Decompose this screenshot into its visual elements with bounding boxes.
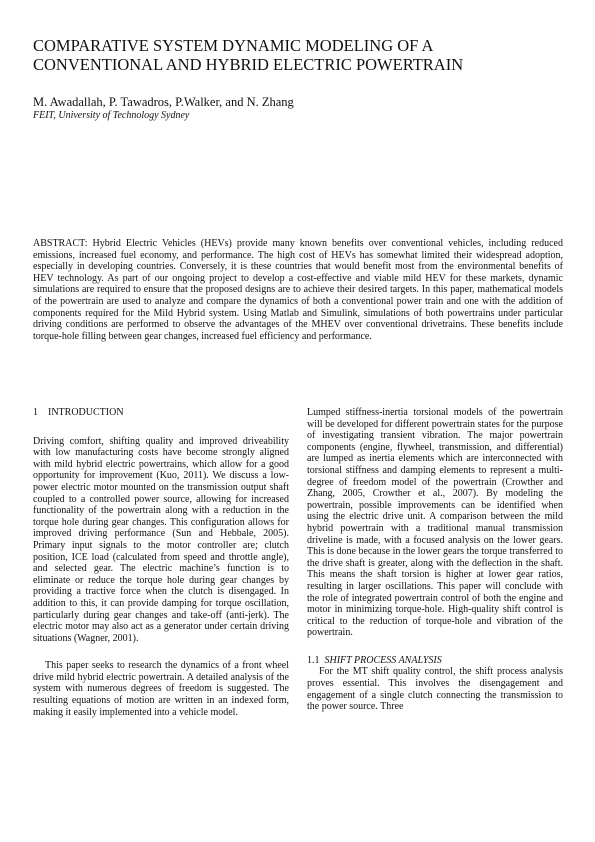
section-number: 1 [33, 407, 38, 418]
paper-title-line-2: CONVENTIONAL AND HYBRID ELECTRIC POWERTRAIN [33, 55, 464, 74]
subsection-number: 1.1 [307, 654, 320, 666]
intro-paragraph-1: Driving comfort, shifting quality and improved driveability with low manufacturing costs have become strongly aligned with mild hybrid electric powertrains, which allow for a good opportunity for improvement (Kuo, 2011). We discuss a low-power electric motor mounted on the transmission output shaft coupled to a controlled power source, allowing for increased functionality of the powertrain along with a reduction in the torque hole during gear changes. This configuration allows for improved driving performance (Sun and Hebbale, 2005). Primary input signals to the motor controller are; clutch position, ICE load (calculated from speed and throttle angle), and selected gear. The electric machine’s function is to eliminate or reduce the torque hole during gear changes by providing a tractive force when the clutch is disengaged. In addition to this, it can provide damping for torque oscillation, particularly during gear changes and take-off (anti-jerk). The electric motor may also act as a generator under certain driving situations (Wagner, 2001). [33, 435, 289, 644]
section-heading-introduction [33, 407, 289, 419]
paper-title [33, 36, 563, 74]
affiliation: FEIT, University of Technology Sydney [33, 110, 190, 121]
author-list: M. Awadallah, P. Tawadros, P.Walker, and N. Zhang [33, 95, 294, 109]
right-column [307, 407, 563, 713]
left-column [33, 407, 289, 718]
abstract: ABSTRACT: Hybrid Electric Vehicles (HEVs) provide many known benefits over conventional vehicles, including reduced emissions, increased fuel economy, and performance. The high cost of HEVs has somewhat limited their widespread adoption, especially in developing countries. Conversely, it is these countries that would benefit most from the environmental benefits of HEV technology. As part of our ongoing project to develop a cost-effective and viable mild HEV for these markets, dynamic simulations are required to ensure that the proposed designs are to achieve their desired targets. In this paper, mathematical models of the powertrain are used to analyze and compare the dynamics of both a conventional power train and one with the addition of components required for the Mild Hybrid system. Using Matlab and Simulink, simulations of both powertrains under particular driving conditions are performed to observe the advantages of the MHEV over conventional drivetrains. These benefits include torque-hole filling between gear changes, increased fuel efficiency and performance. [33, 238, 563, 342]
intro-paragraph-2: This paper seeks to research the dynamics of a front wheel drive mild hybrid electric powertrain. A detailed analysis of the system with numerous degrees of freedom is suggested. The resulting equations of motion are written in an indexed form, making it easily implemented into a vehicle model. [33, 660, 289, 718]
subsection-title: SHIFT PROCESS ANALYSIS [324, 654, 442, 666]
paper-title-line-1: COMPARATIVE SYSTEM DYNAMIC MODELING OF A [33, 36, 434, 55]
section-title: INTRODUCTION [48, 407, 124, 418]
shift-analysis-paragraph-1: For the MT shift quality control, the shift process analysis proves essential. This involves the disengagement and engagement of a single clutch connecting the transmission to the power source. Three [307, 666, 563, 713]
subsection-heading-shift-process-analysis [307, 655, 563, 667]
intro-paragraph-3: Lumped stiffness-inertia torsional models of the powertrain will be developed for different powertrain states for the purpose of investigating transient vibration. The major powertrain components (engine, flywheel, transmission, and differential) are lumped as inertia elements which are interconnected with torsional stiffness and damping elements to represent a multi-degree of freedom model of the powertrain (Crowther and Zhang, 2005, Crowther et al., 2007). By modeling the powertrain, possible improvements can be identified when using the electric drive unit. A comparison between the mild hybrid powertrain with a traditional manual transmission driveline is made, with a focused analysis on the lower gears. This is done because in the lower gears the torque transferred to the drive shaft is greater, along with the deflection in the shaft. This means the shaft torsion is higher at lower gear ratios, resulting in larger oscillations. This paper will conclude with the role of integrated powertrain control of both the engine and motor in minimizing torque-hole. High-quality shift control is critical to the reduction of torque-hole and vibration of the powertrain. [307, 407, 563, 639]
